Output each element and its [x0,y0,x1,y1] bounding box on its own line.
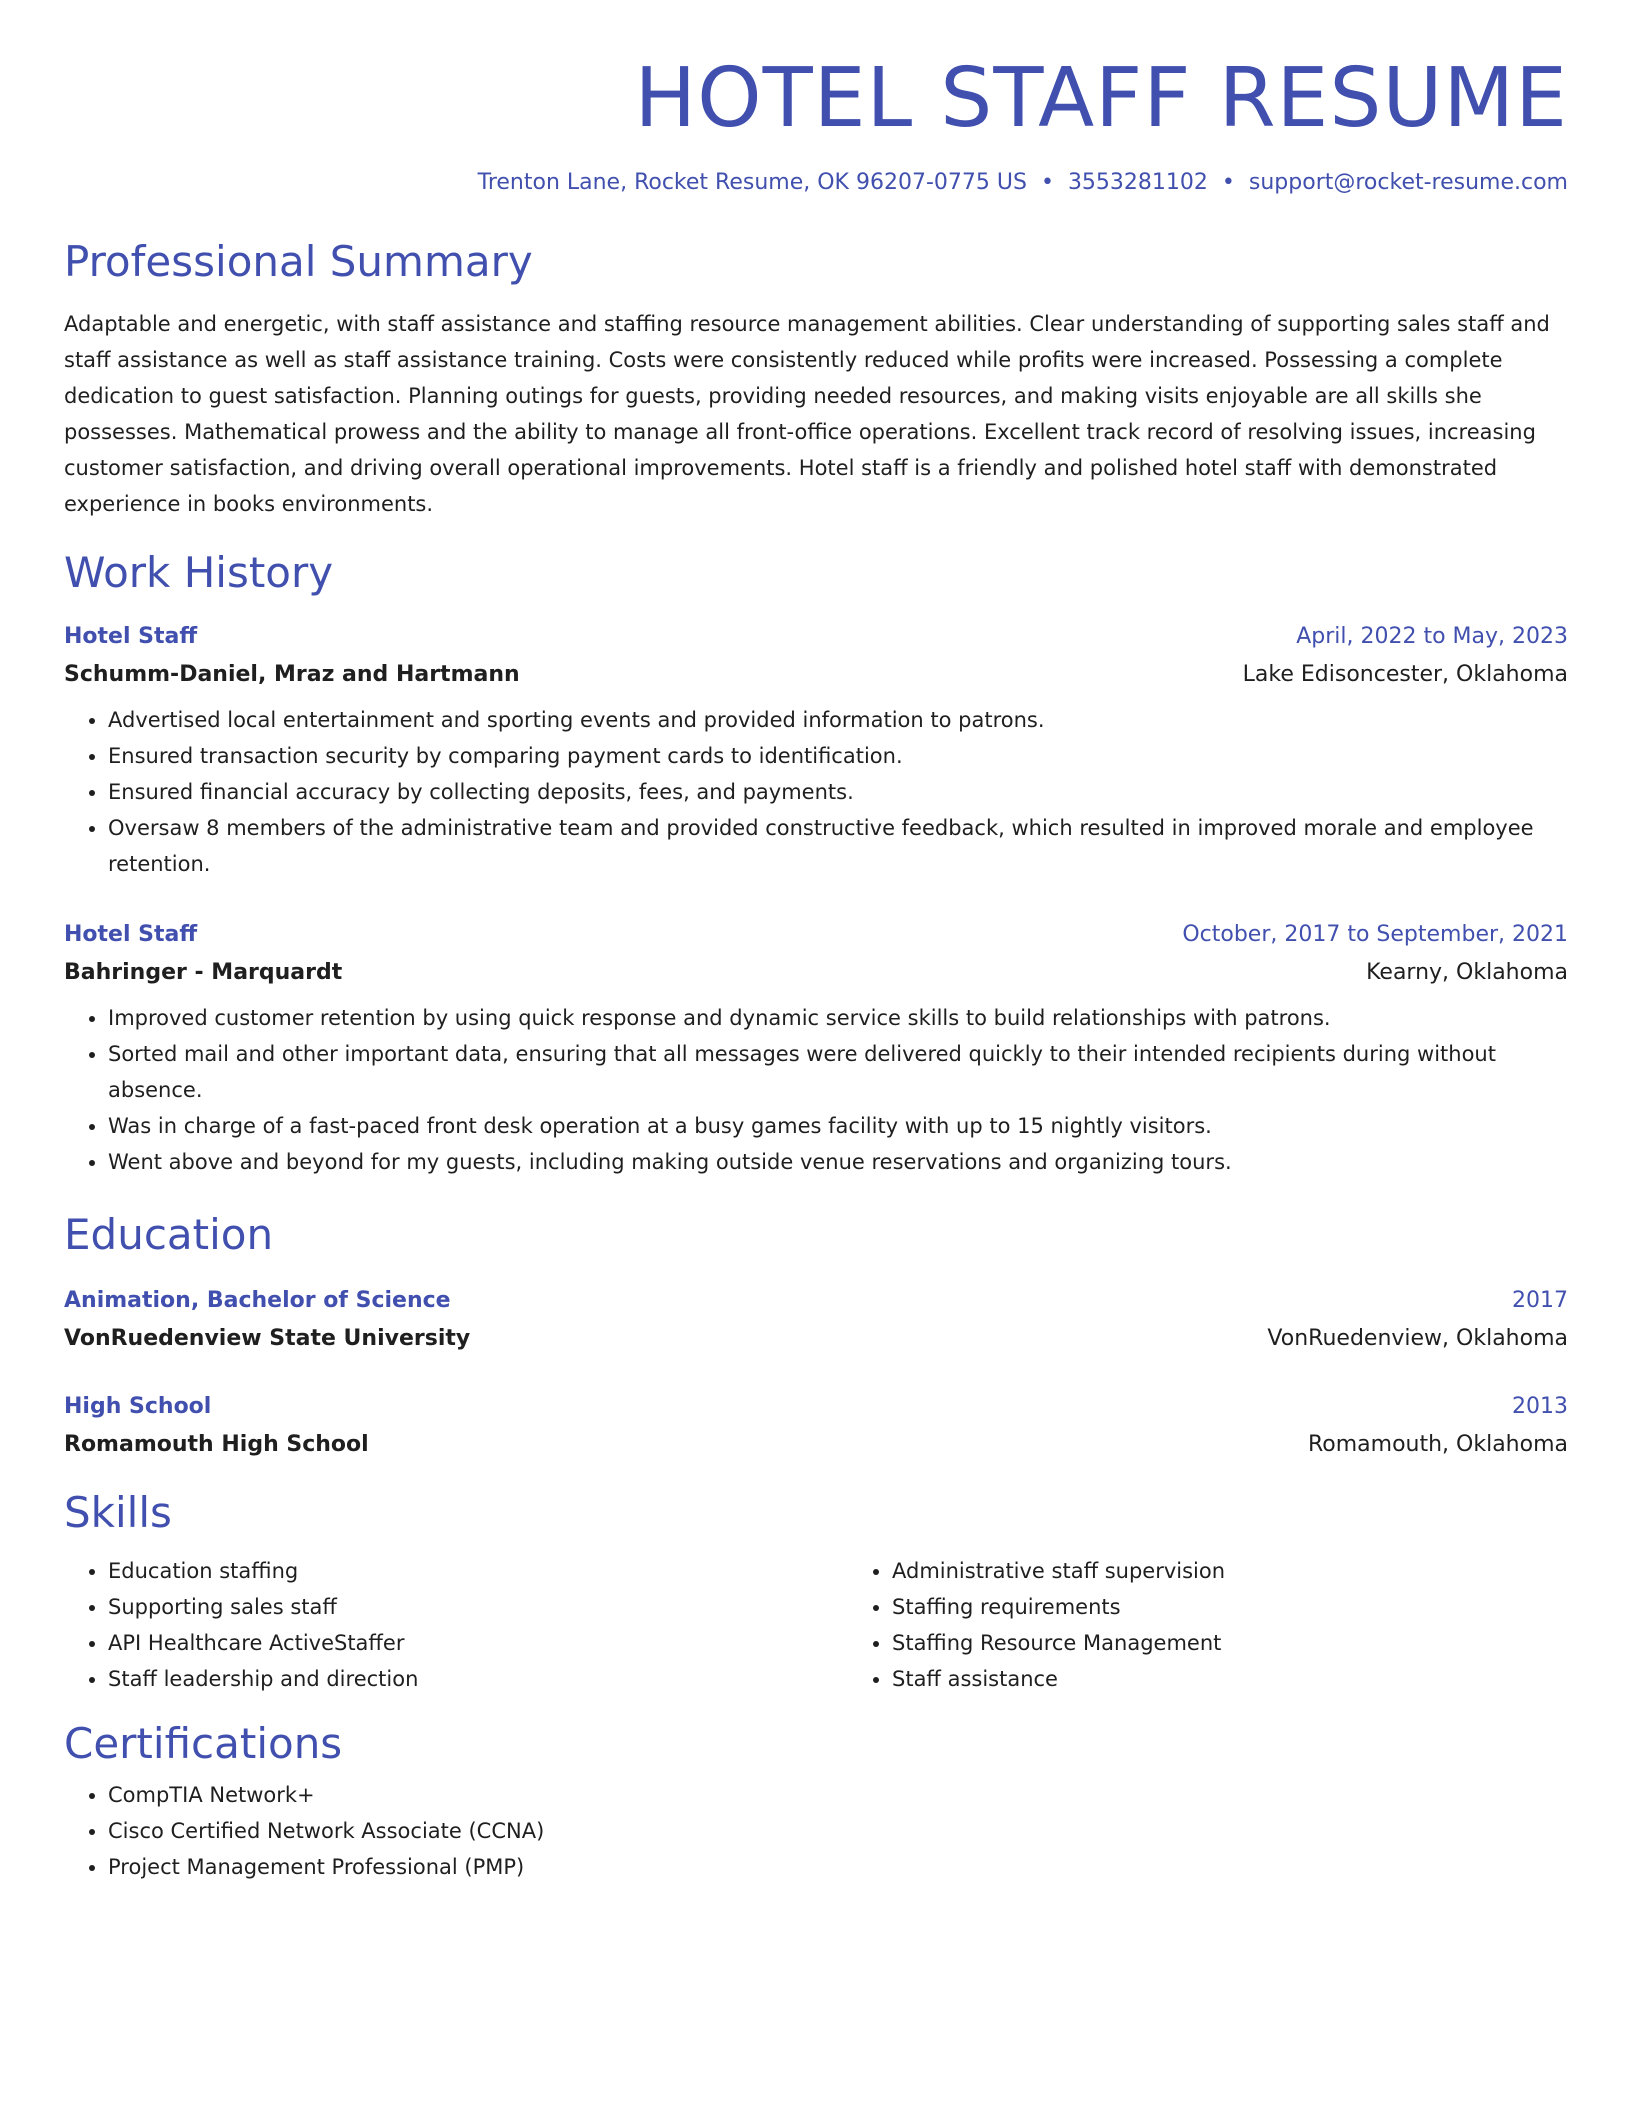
contact-email: support@rocket-resume.com [1248,170,1568,196]
education-location: Romamouth, Oklahoma [1307,1432,1568,1458]
certification-item: • CompTIA Network+ [108,1777,1568,1813]
contact-phone: 3553281102 [1067,170,1208,196]
job-role: Hotel Staff [64,921,198,947]
job-bullets [64,1000,1568,1180]
skills-heading: Skills [64,1488,172,1538]
education-year: 2013 [1512,1394,1568,1420]
job-role: Hotel Staff [64,623,198,649]
skill-item: • Staff assistance [892,1661,1225,1697]
education-entry-header [64,1388,1568,1426]
education-school: Romamouth High School [64,1432,369,1458]
job-location: Kearny, Oklahoma [1366,959,1568,985]
certifications-heading: Certifications [64,1718,343,1768]
education-year: 2017 [1512,1288,1568,1314]
resume-header [64,50,1568,199]
skills-list-right [848,1553,1225,1697]
job-bullet: • Advertised local entertainment and sporting events and provided information to patrons. [108,702,1568,738]
certification-item: • Project Management Professional (PMP) [108,1849,1568,1885]
work-entry [64,618,1568,882]
job-bullet: • Was in charge of a fast-paced front desk operation at a busy games facility with up to 15 nightly visitors. [108,1108,1568,1144]
job-bullet: • Sorted mail and other important data, ensuring that all messages were delivered quickly to their intended recipients during without absence. [108,1036,1568,1108]
skill-item: • Staffing Resource Management [892,1625,1225,1661]
skill-item: • API Healthcare ActiveStaffer [108,1625,848,1661]
education-entry [64,1388,1568,1464]
summary-heading: Professional Summary [64,237,533,287]
certification-item: • Cisco Certified Network Associate (CCNA) [108,1813,1568,1849]
work-entry-subheader [64,656,1568,694]
certifications-list [64,1777,1568,1885]
resume-title: HOTEL STAFF RESUME [634,51,1568,146]
job-bullet: • Went above and beyond for my guests, including making outside venue reservations and organizing tours. [108,1144,1568,1180]
work-entry-subheader [64,954,1568,992]
skill-item: • Staffing requirements [892,1589,1225,1625]
skill-item: • Supporting sales staff [108,1589,848,1625]
education-degree: High School [64,1394,212,1420]
job-company: Bahringer - Marquardt [64,959,343,985]
education-heading: Education [64,1209,274,1259]
job-bullets [64,702,1568,882]
contact-line [64,168,1568,199]
skill-item: • Staff leadership and direction [108,1661,848,1697]
job-bullet: • Improved customer retention by using quick response and dynamic service skills to build relationships with patrons. [108,1000,1568,1036]
skill-item: • Administrative staff supervision [892,1553,1225,1589]
job-dates: October, 2017 to September, 2021 [1182,921,1568,947]
work-entry-header [64,916,1568,954]
work-entry [64,916,1568,1180]
education-entry [64,1282,1568,1358]
education-entry-subheader [64,1320,1568,1358]
contact-separator: • [1040,170,1054,196]
job-dates: April, 2022 to May, 2023 [1296,623,1568,649]
job-location: Lake Edisoncester, Oklahoma [1242,661,1568,687]
skill-item: • Education staffing [108,1553,848,1589]
job-bullet: • Ensured transaction security by comparing payment cards to identification. [108,738,1568,774]
work-history-heading: Work History [64,547,334,597]
education-school: VonRuedenview State University [64,1326,471,1352]
education-entry-header [64,1282,1568,1320]
education-degree: Animation, Bachelor of Science [64,1288,451,1314]
job-company: Schumm-Daniel, Mraz and Hartmann [64,661,520,687]
skills-grid [64,1553,1568,1697]
job-bullet: • Ensured financial accuracy by collecting deposits, fees, and payments. [108,774,1568,810]
education-location: VonRuedenview, Oklahoma [1267,1326,1568,1352]
job-bullet: • Oversaw 8 members of the administrative team and provided constructive feedback, which resulted in improved morale and employee retention. [108,810,1568,882]
education-entry-subheader [64,1426,1568,1464]
contact-separator: • [1221,170,1235,196]
contact-address: Trenton Lane, Rocket Resume, OK 96207-0775 US [477,170,1027,196]
summary-text: Adaptable and energetic, with staff assistance and staffing resource management abilities. Clear understanding of supporting sales staff and staff assistance as well as staff assistance training. Costs were consistently reduced while profits were increased. Possessing a complete dedication to guest satisfaction. Planning outings for guests, providing needed resources, and making visits enjoyable are all skills she possesses. Mathematical prowess and the ability to manage all front-office operations. Excellent track record of resolving issues, increasing customer satisfaction, and driving overall operational improvements. Hotel staff is a friendly and polished hotel staff with demonstrated experience in books environments. [64,311,1550,516]
work-entry-header [64,618,1568,656]
skills-list-left [64,1553,848,1697]
